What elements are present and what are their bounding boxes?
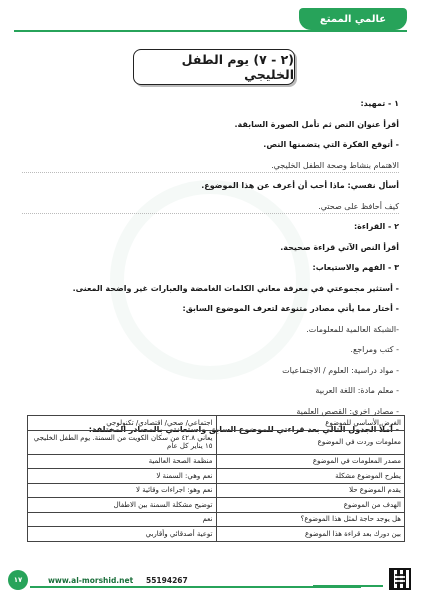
header-divider xyxy=(14,30,407,32)
instruction-line: أقرأ عنوان النص ثم تأمل الصورة السابقة. xyxy=(234,119,399,129)
table-cell-label: بين دورك بعد قراءة هذا الموضوع xyxy=(216,527,405,542)
table-cell-label: معلومات وردت في الموضوع xyxy=(216,430,405,454)
info-table xyxy=(27,415,405,542)
footer-divider xyxy=(30,586,361,588)
table-cell-label: يطرح الموضوع مشكلة xyxy=(216,469,405,484)
unit-tab: عالمي الممتع xyxy=(299,8,407,30)
instruction-line: - أملأ الجدول التالي بعد قراءتي للموضوع السابق واستعانتي بالمصادر المختلفة: xyxy=(88,424,399,434)
table-row xyxy=(28,498,405,513)
table-cell-label: الغرض الأساسي للموضوع xyxy=(216,416,405,431)
table-row xyxy=(28,512,405,527)
source-item: - كتب ومراجع. xyxy=(350,345,399,355)
source-item: - معلم مادة: اللغة العربية xyxy=(315,386,399,396)
lesson-content xyxy=(22,94,399,437)
source-item: - مصادر اخرى: القصص العلمية xyxy=(296,406,399,416)
table-cell-label: يقدم الموضوع حلا xyxy=(216,483,405,498)
section-heading-intro: ١ - تمهيد: xyxy=(360,99,399,109)
instruction-line: أسأل نفسي: ماذا أحب أن أعرف عن هذا الموضوع. xyxy=(201,181,399,191)
table-cell-value: اجتماعي/ صحي/ اقتصادي/ تكنولوجي xyxy=(28,416,217,431)
table-row xyxy=(28,430,405,454)
table-cell-value: يعاني ٤٢.٨ من سكان الكويت من السمنة. يوم الطفل الخليجي ١٥ يناير كل عام xyxy=(28,430,217,454)
answer-line: كيف أحافظ على صحتي. xyxy=(22,197,399,218)
section-heading-comprehension: ٣ - الفهم والاستيعاب: xyxy=(312,263,399,273)
table-cell-label: مصدر المعلومات في الموضوع xyxy=(216,454,405,469)
table-cell-value: نعم xyxy=(28,512,217,527)
publisher-logo xyxy=(313,579,383,587)
source-item: - مواد دراسية: العلوم / الاجتماعيات xyxy=(282,365,399,375)
website-link[interactable]: www.al-morshid.net xyxy=(48,576,134,585)
table-cell-value: توعية أصدقائي وأقاربي xyxy=(28,527,217,542)
source-item: -الشبكة العالمية للمعلومات. xyxy=(306,324,399,334)
section-heading-reading: ٢ - القراءة: xyxy=(353,222,399,232)
page-number: ١٧ xyxy=(8,570,28,590)
table-cell-value: نعم وهي: السمنة لا xyxy=(28,469,217,484)
table-row xyxy=(28,454,405,469)
table-row xyxy=(28,483,405,498)
instruction-line: - أستثير مجموعتي في معرفة معاني الكلمات الغامضة والعبارات غير واضحة المعنى. xyxy=(72,283,399,293)
qr-code-icon xyxy=(389,568,411,590)
table-cell-label: هل يوجد حاجة لمثل هذا الموضوع؟ xyxy=(216,512,405,527)
table-row xyxy=(28,469,405,484)
table-cell-label: الهدف من الموضوع xyxy=(216,498,405,513)
lesson-title: (٢ - ٧) يوم الطفل الخليجي xyxy=(133,49,295,85)
instruction-line: أقرأ النص الآتي قراءة صحيحة. xyxy=(280,242,399,252)
answer-line: الاهتمام بنشاط وصحة الطفل الخليجي. xyxy=(22,156,399,177)
instruction-line: - أختار مما يأتي مصادر متنوعة لتعرف الموضوع السابق: xyxy=(182,304,399,314)
table-cell-value: توضيح مشكلة السمنة بين الاطفال xyxy=(28,498,217,513)
instruction-line: - أتوقع الفكرة التي يتضمنها النص. xyxy=(263,140,399,150)
table-cell-value: منظمة الصحة العالمية xyxy=(28,454,217,469)
phone-number: 55194267 xyxy=(146,576,188,585)
table-row xyxy=(28,527,405,542)
table-row xyxy=(28,416,405,431)
table-cell-value: نعم وهو: اجراءات وقائية لا xyxy=(28,483,217,498)
